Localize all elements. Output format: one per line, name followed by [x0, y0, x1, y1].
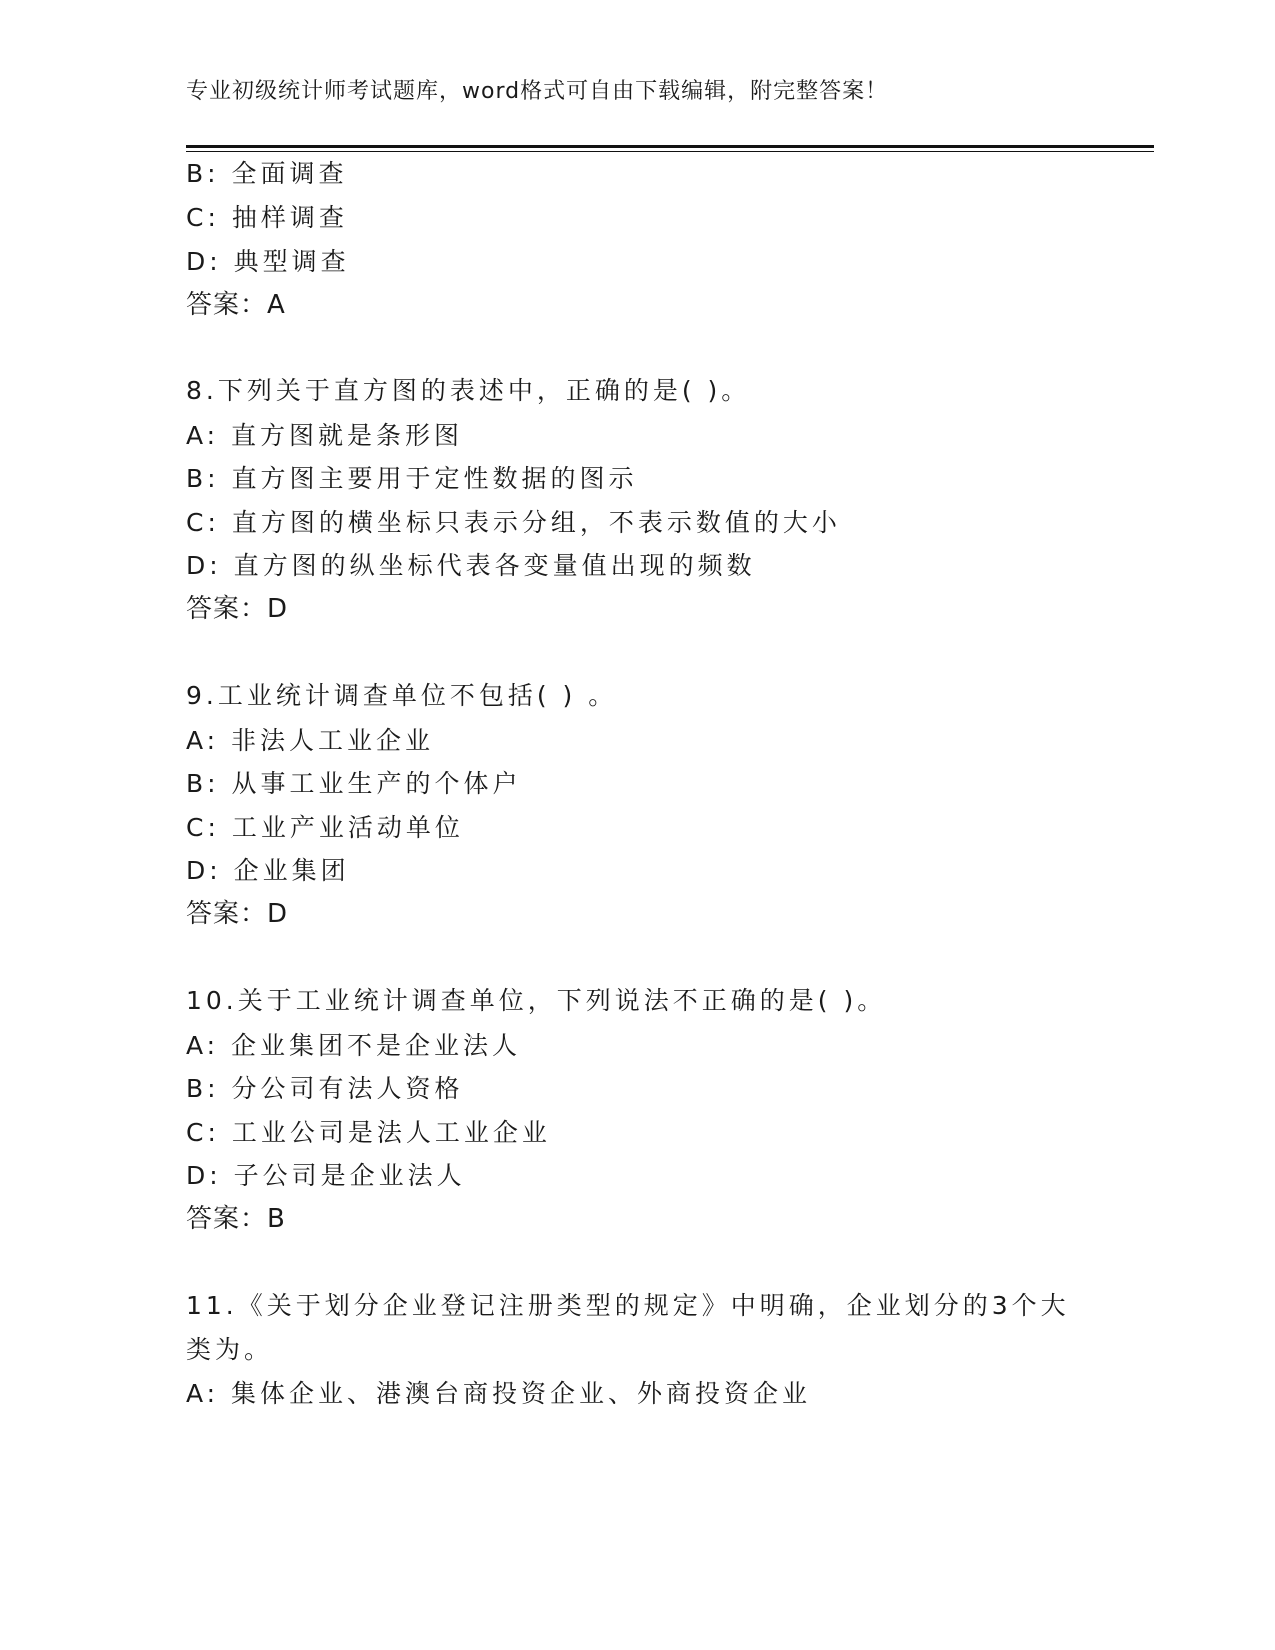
q9-option-b: B: 从事工业生产的个体户 [186, 769, 522, 798]
q11-option-a: A: 集体企业、港澳台商投资企业、外商投资企业 [186, 1379, 812, 1408]
header-rule-thin [186, 151, 1154, 152]
q10-option-a: A: 企业集团不是企业法人 [186, 1031, 522, 1060]
q8-answer: 答案：D [186, 594, 289, 624]
q11-stem-line2: 类为。 [186, 1335, 274, 1364]
q9-option-a: A: 非法人工业企业 [186, 726, 435, 755]
q11-stem-line1: 11.《关于划分企业登记注册类型的规定》中明确，企业划分的3个大 [186, 1291, 1070, 1320]
header-rule-thick [186, 145, 1154, 148]
q9-option-d: D: 企业集团 [186, 856, 350, 885]
q9-option-c: C: 工业产业活动单位 [186, 813, 464, 842]
q9-stem: 9.工业统计调查单位不包括( ) 。 [186, 681, 618, 710]
q8-option-a: A: 直方图就是条形图 [186, 421, 464, 450]
q8-stem: 8.下列关于直方图的表述中，正确的是( )。 [186, 376, 751, 405]
q7-option-b: B: 全面调查 [186, 159, 348, 188]
q7-option-d: D: 典型调查 [186, 247, 350, 276]
q10-option-c: C: 工业公司是法人工业企业 [186, 1118, 551, 1147]
q8-option-d: D: 直方图的纵坐标代表各变量值出现的频数 [186, 551, 756, 580]
q10-option-b: B: 分公司有法人资格 [186, 1074, 464, 1103]
q7-answer: 答案：A [186, 290, 286, 320]
q8-option-c: C: 直方图的横坐标只表示分组，不表示数值的大小 [186, 508, 841, 537]
q8-option-b: B: 直方图主要用于定性数据的图示 [186, 464, 638, 493]
q10-answer: 答案：B [186, 1204, 286, 1234]
q10-option-d: D: 子公司是企业法人 [186, 1161, 466, 1190]
q9-answer: 答案：D [186, 899, 289, 929]
page-header: 专业初级统计师考试题库，word格式可自由下载编辑，附完整答案！ [186, 79, 889, 104]
q10-stem: 10.关于工业统计调查单位，下列说法不正确的是( )。 [186, 986, 887, 1015]
q7-option-c: C: 抽样调查 [186, 203, 348, 232]
